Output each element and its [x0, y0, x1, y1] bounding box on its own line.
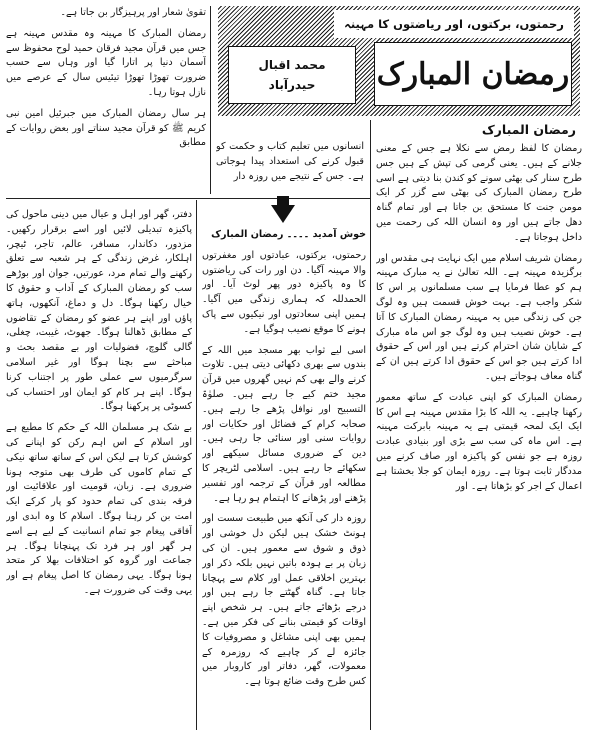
column-divider — [210, 6, 211, 194]
paragraph: تقویٰ شعار اور پرہیزگار بن جاتا ہے۔ — [60, 7, 206, 18]
column-heading: خوش آمدید ۔۔۔۔ رمضان المبارک — [211, 229, 366, 240]
down-arrow-icon — [271, 205, 295, 223]
paragraph: دفتر، گھر اور اہل و عیال میں دینی ماحول کی پاکیزہ تبدیلی لائیں اور اسے برقرار رکھیں۔ مزدور، دکاندار، مسافر، عالم، تاجر، ٹیچر، اہلکار، غرض زندگی کے ہر شعبہ سے تعلق رکھنے والے تمام مرد، عورتیں، جوان اور بوڑھے سب کو رمضان المبارک کے آداب و حقوق کا خیال رکھنا ہوگا۔ دل و دماغ، آنکھوں، ہاتھ پاؤں اور اپنے ہر عضو کو رمضان کے تقاضوں کے مطابق ڈھالنا ہوگا۔ جھوٹ، غیبت، چغلی، گالی گلوچ، فضولیات اور بے مقصد بحث و مباحثے سے بچنا ہوگا اور غیر اسلامی سرگرمیوں سے عملی طور پر اجتناب کرنا ہوگا۔ اپنے ہر کام کو ایمان اور احتساب کی کسوٹی پر پرکھنا ہوگا۔ — [6, 209, 192, 413]
author-byline — [228, 46, 356, 104]
article-title: رمضان المبارک — [374, 42, 572, 106]
masthead-tagline: رحمتوں، برکتوں، اور ریاضتوں کا مہینہ — [334, 10, 574, 38]
paragraph: ہر سال رمضان المبارک میں جبرئیل امین نبی کریم ﷺ کو قرآن مجید سناتے اور بعض روایات کے مطابق — [6, 107, 206, 149]
author-name: محمد اقبال — [258, 58, 326, 72]
column-middle — [202, 228, 366, 730]
paragraph: انسانوں میں تعلیم کتاب و حکمت کو قبول کرنے کی استعداد پیدا ہوجاتی ہے۔ جس کے نتیجے میں روزہ دار — [216, 141, 364, 182]
paragraph: بے شک ہر مسلمان اللہ کے حکم کا مطیع ہے اور اسلام کے اس اہم رکن کو اپنانے کی کوشش کرتا ہے لیکن اس کے ساتھ ساتھ نیکی کے تمام کاموں کی طرف بھی متوجہ ہونا ضروری ہے۔ زبان، قومیت اور علاقائیت اور فرقہ بندی کی تمام حدود کو پار کرکے ایک امت بن کر رہنا ہوگا۔ اسلام کا وہ ابدی اور آفاقی پیغام جو تمام انسانیت کے لیے ہے اسے ہر گھر اور ہر فرد تک پہنچانا ہوگا۔ ہر جماعت اور گروہ کو اختلافات بھلا کر متحد ہونا ہوگا۔ یہی رمضان کا اصل پیغام ہے اور یہی وقت کی ضرورت ہے۔ — [6, 422, 192, 596]
paragraph: رمضان شریف اسلام میں ایک نہایت ہی مقدس اور برگزیدہ مہینہ ہے۔ اللہ تعالیٰ نے یہ مبارک مہینہ ہم کو عطا فرمایا ہے سب مسلمانوں پر اس کا شکر واجب ہے۔ بہت خوش قسمت ہیں وہ لوگ جن کی زندگی میں یہ مہینہ رمضان المبارک کا آتا ہے۔ خوش نصیب ہیں وہ لوگ جو اس ماہ مبارک کے شایان شان احترام کرتے ہیں اور اس کے حقوق ادا کرتے ہیں جو اس کے حقوق ادا کرتے ہیں ان کے گناہ معاف ہوجاتے ہیں۔ — [376, 252, 582, 382]
author-city: حیدرآباد — [268, 78, 316, 92]
paragraph: رمضان المبارک کا مہینہ وہ مقدس مہینہ ہے جس میں قرآن مجید فرقان حمید لوح محفوظ سے آسمان دنیا پر اتارا گیا اور وہاں سے حسب ضرورت تھوڑا تھوڑا تیئیس سال کے عرصے میں نازل ہوتا رہا۔ — [6, 27, 206, 98]
masthead — [218, 6, 580, 116]
column-top-left — [6, 6, 206, 194]
paragraph: رمضان کا لفظ رمض سے نکلا ہے جس کے معنی جلانے کے ہیں۔ یعنی گرمی کی تپش کے ہیں جس طرح سنار کی بھٹی سونے کو کندن بنا دیتی ہے اسی طرح رمضان المبارک کی بھٹی سے گزر کر ایک مومن جنت کا مستحق بن جاتا ہے اور تمام گناہ دھل جاتے ہیں اور وہ انسان اللہ کی رحمت میں داخل ہوجاتا ہے۔ — [376, 143, 582, 243]
paragraph: اسی لیے ثواب بھر مسجد میں اللہ کے بندوں سے بھری دکھائی دیتی ہیں۔ تلاوت کرنے والے بھی کم نہیں گھروں میں قرآن مجید ختم کیے جا رہے ہیں۔ صلوٰۃ التسبیح اور نوافل پڑھے جا رہے ہیں۔ صحابہ کرام کے فضائل اور حکایات اور روایات سنی اور سنائی جا رہی ہیں۔ دین کے ضروری مسائل سیکھے اور سکھائے جا رہے ہیں۔ اسلامی لٹریچر کا مطالعہ اور قرآن کے ترجمہ اور تفسیر پڑھنے اور پڑھانے کا اہتمام ہو رہا ہے۔ — [202, 344, 366, 504]
column-right — [376, 142, 582, 730]
section-divider — [6, 198, 370, 199]
paragraph: روزہ دار کی آنکھ میں طبیعت سست اور ہونٹ خشک ہیں لیکن دل خوشی اور ذوق و شوق سے معمور ہیں۔ ان کی زبان پر بے ہودہ باتیں نہیں بلکہ ذکر اور بہترین اخلاقی عمل اور کلام سے پہچانا جاتا ہے۔ گناہ گھٹتے جا رہے ہیں اور درجے بڑھائے جاتے ہیں۔ ہر شخص اپنے اوقات کو قیمتی بنانے کی فکر میں ہے۔ ہمیں بھی اپنی مشاغل و مصروفیات کا جائزہ لے کر چاہیے کہ روزمرہ کے معمولات، گھر، دفاتر اور کاروبار میں کس طرح وقت ضائع ہوتا ہے۔ — [202, 513, 366, 688]
section-heading: رمضان المبارک — [481, 122, 576, 137]
column-divider — [370, 120, 371, 730]
column-top-middle — [216, 140, 364, 194]
column-left — [6, 208, 192, 730]
paragraph: رحمتوں، برکتوں، عبادتوں اور مغفرتوں والا مہینہ آگیا۔ دن اور رات کی ریاضتوں کا وہ پاکیزہ دور پھر لوٹ آیا۔ اور الحمدللہ کہ ہماری زندگی میں آگیا۔ ہمیں اپنی سعادتوں اور نیکیوں سے پاک ہونے کا موقع نصیب ہوگیا ہے۔ — [202, 249, 366, 335]
column-divider — [196, 200, 197, 730]
paragraph: رمضان المبارک کو اپنی عبادت کے ساتھ معمور رکھنا چاہیے۔ یہ اللہ کا بڑا مقدس مہینہ ہے اس کا ایک ایک لمحہ قیمتی ہے یہ مہینہ بابرکت مہینہ ہے۔ اس ماہ کی سب سے بڑی اور بنیادی عبادت روزہ ہے جو نفس کو پاکیزہ اور صاف کرنے میں مددگار ثابت ہوتا ہے۔ روزہ ایمان کو جلا بخشتا ہے اعمال کے اجر کو بڑھاتا ہے۔ اور — [376, 391, 582, 492]
